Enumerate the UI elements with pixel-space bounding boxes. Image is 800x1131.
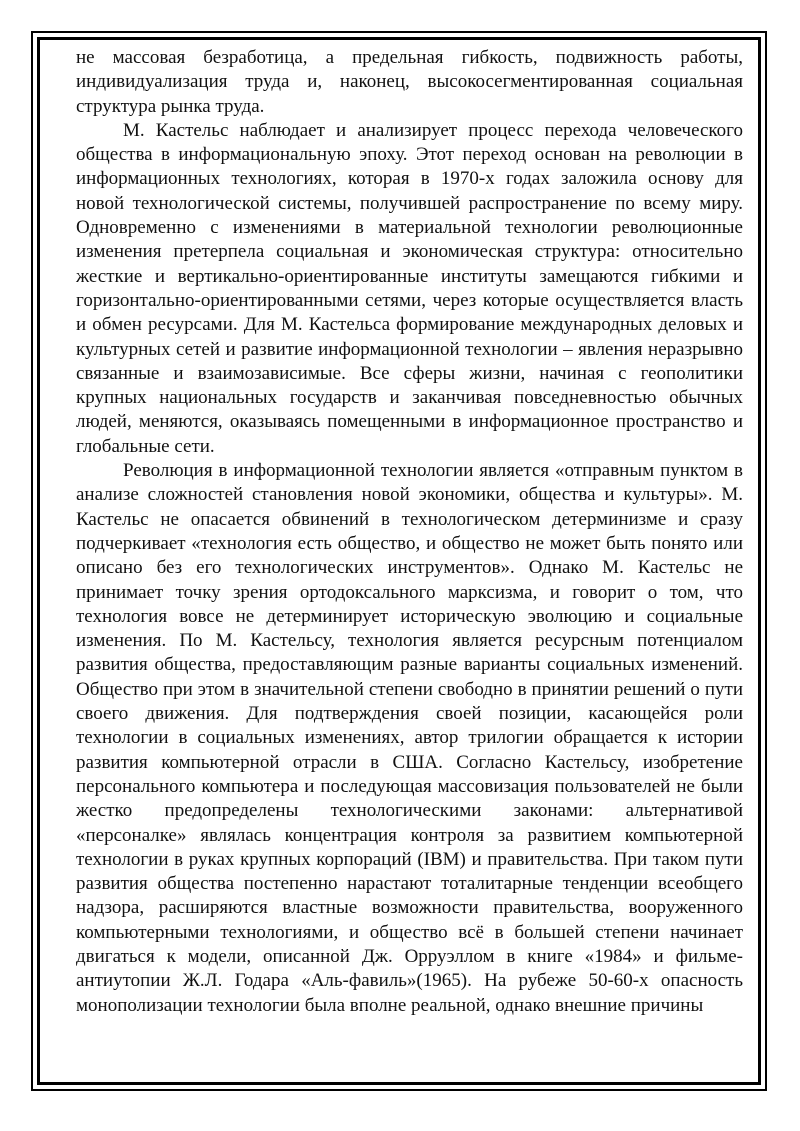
paragraph-castells-transition: М. Кастельс наблюдает и анализирует процесс перехода человеческого общества в информациональную эпоху. Этот переход основан на революции в информационных технологиях, которая в 1970-х годах заложила основу для новой технологической системы, получившей распространение по всему миру. Одновременно с изменениями в материальной технологии революционные изменения претерпела социальная и экономическая структура: относительно жесткие и вертикально-ориентированные институты замещаются гибкими и горизонтально-ориентированными сетями, через которые осуществляется власть и обмен ресурсами. Для М. Кастельса формирование международных деловых и культурных сетей и развитие информационной технологии – явления неразрывно связанные и взаимозависимые. Все сферы жизни, начиная с геополитики крупных национальных государств и заканчивая повседневностью обычных людей, меняются, оказываясь помещенными в информационное пространство и глобальные сети. bbox=[76, 119, 743, 457]
paragraph-continuation: не массовая безработица, а предельная гибкость, подвижность работы, индивидуализация труда и, наконец, высокосегментированная социальная структура рынка труда. bbox=[76, 47, 743, 117]
paragraph-technology-revolution: Революция в информационной технологии является «отправным пунктом в анализе сложностей становления новой экономики, общества и культуры». М. Кастельс не опасается обвинений в технологическом детерминизме и сразу подчеркивает «технология есть общество, и общество не может быть понято или описано без его технологических инструментов». Однако М. Кастельс не принимает точку зрения ортодоксального марксизма, и говорит о том, что технология вовсе не детерминирует историческую эволюцию и социальные изменения. По М. Кастельсу, технология является ресурсным потенциалом развития общества, предоставляющим разные варианты социальных изменений. Общество при этом в значительной степени свободно в принятии решений о пути своего движения. Для подтверждения своей позиции, касающейся роли технологии в социальных изменениях, автор трилогии обращается к истории развития компьютерной отрасли в США. Согласно Кастельсу, изобретение персонального компьютера и последующая массовизация пользователей не были жестко предопределены технологическими законами: альтернативой «персоналке» являлась концентрация контроля за развитием компьютерной технологии в руках крупных корпораций (IBM) и правительства. При таком пути развития общества постепенно нарастают тоталитарные тенденции всеобщего надзора, расширяются властные возможности правительства, вооруженного компьютерными технологиями, и общество всё в большей степени начинает двигаться к модели, описанной Дж. Орруэллом в книге «1984» и фильме-антиутопии Ж.Л. Годара «Аль-фавиль»(1965). На рубеже 50-60-х опасность монополизации технологии была вполне реальной, однако внешние причины bbox=[76, 460, 743, 1016]
document-body bbox=[76, 46, 743, 1018]
